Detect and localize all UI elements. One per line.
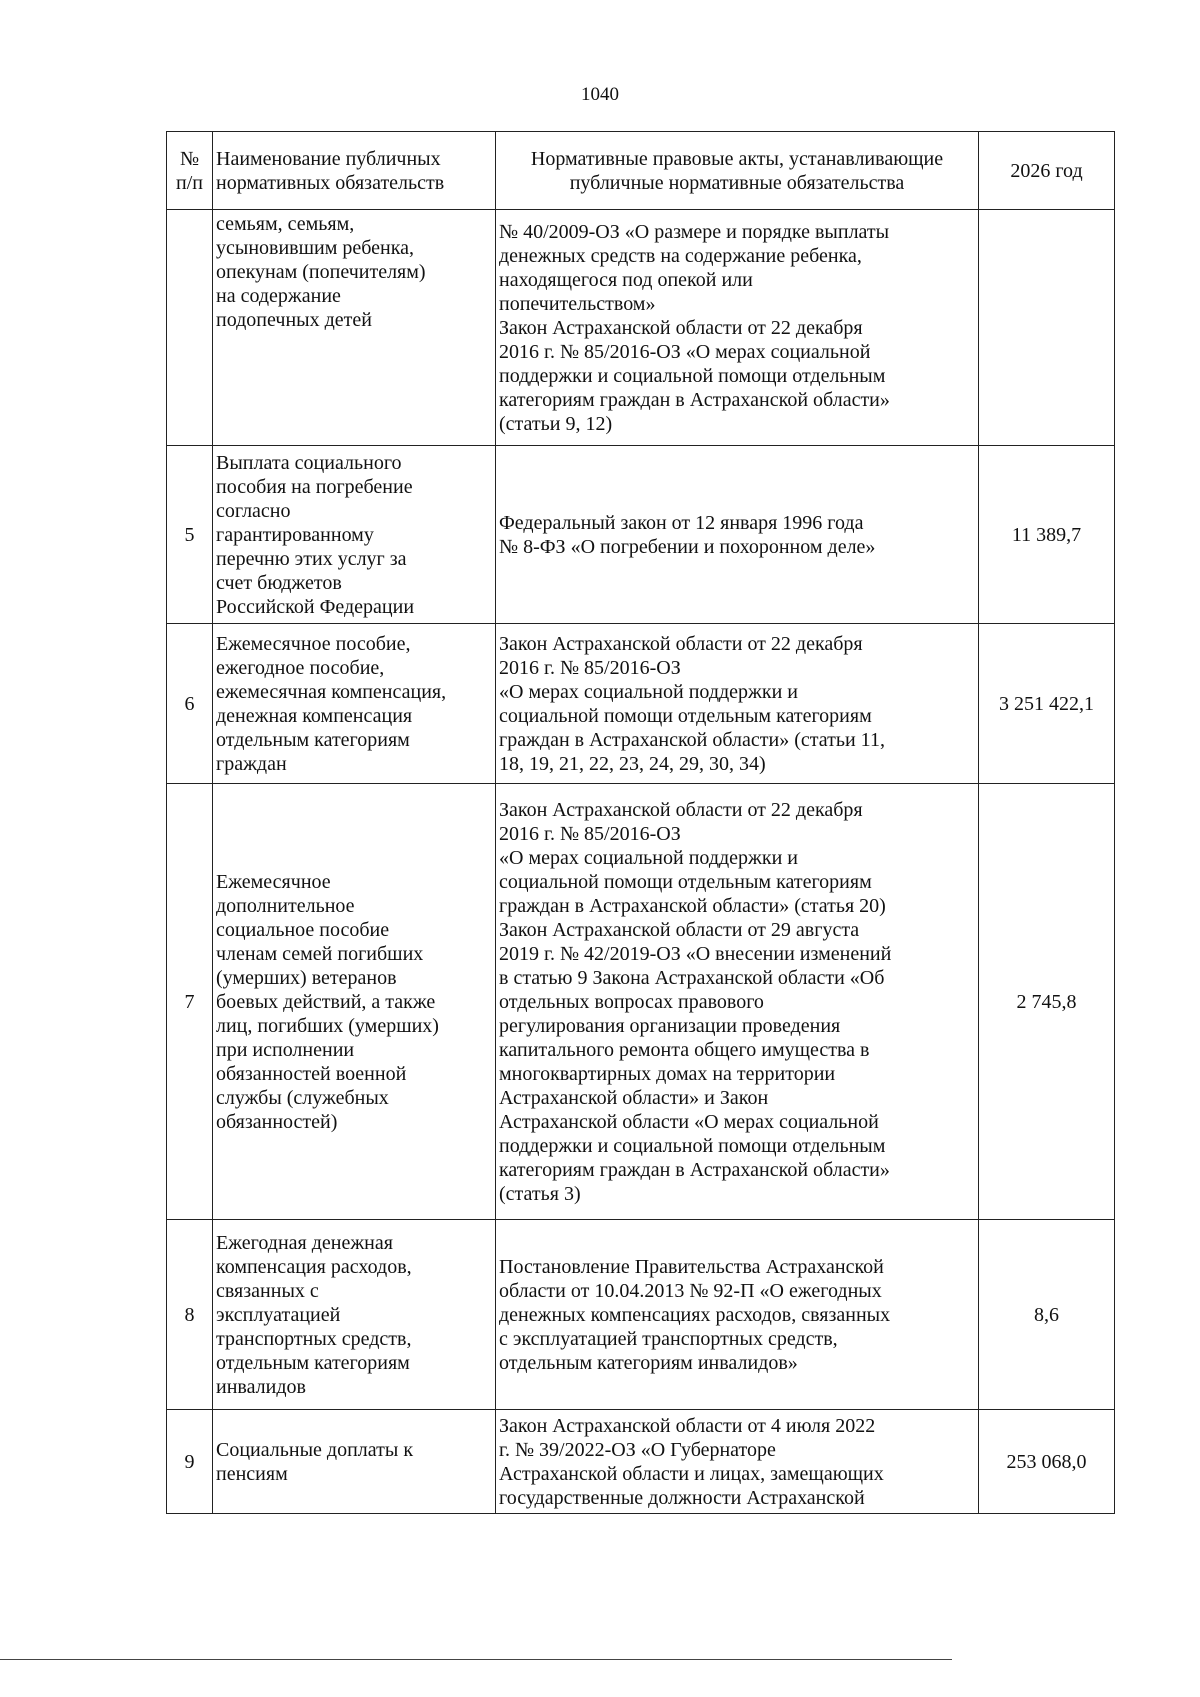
row-num: 8 (167, 1220, 213, 1410)
row-num: 9 (167, 1410, 213, 1514)
row-name: Ежемесячное дополнительное социальное пособие членам семей погибших (умерших) ветеранов боевых действий, а также лиц, погибших (умерших) при исполнении обязанностей военной службы (служебных обязанностей) (213, 784, 496, 1220)
row-num (167, 210, 213, 446)
row-amount (979, 210, 1115, 446)
row-acts: Закон Астраханской области от 22 декабря 2016 г. № 85/2016-ОЗ «О мерах социальной поддержки и социальной помощи отдельным категориям граждан в Астраханской области» (статьи 11, 18, 19, 21, 22, 23, 24, 29, 30, 34) (496, 624, 979, 784)
row-name: Ежегодная денежная компенсация расходов, связанных с эксплуатацией транспортных средств, отдельным категориям инвалидов (213, 1220, 496, 1410)
row-amount: 253 068,0 (979, 1410, 1115, 1514)
row-name: Выплата социального пособия на погребение согласно гарантированному перечню этих услуг за счет бюджетов Российской Федерации (213, 446, 496, 624)
table-row (167, 446, 1115, 624)
row-num: 5 (167, 446, 213, 624)
row-num: 6 (167, 624, 213, 784)
row-amount: 11 389,7 (979, 446, 1115, 624)
table-row (167, 1220, 1115, 1410)
row-amount: 2 745,8 (979, 784, 1115, 1220)
header-amount: 2026 год (979, 132, 1115, 210)
row-name: Ежемесячное пособие, ежегодное пособие, ежемесячная компенсация, денежная компенсация отдельным категориям граждан (213, 624, 496, 784)
bottom-rule (0, 1659, 952, 1660)
row-acts: Закон Астраханской области от 4 июля 2022 г. № 39/2022-ОЗ «О Губернаторе Астраханской области и лицах, замещающих государственные должности Астраханской (496, 1410, 979, 1514)
row-amount: 3 251 422,1 (979, 624, 1115, 784)
row-acts: № 40/2009-ОЗ «О размере и порядке выплаты денежных средств на содержание ребенка, находящегося под опекой или попечительством» Закон Астраханской области от 22 декабря 2016 г. № 85/2016-ОЗ «О мерах социальной поддержки и социальной помощи отдельным категориям граждан в Астраханской области» (статьи 9, 12) (496, 210, 979, 446)
table-header-row (167, 132, 1115, 210)
row-name: Социальные доплаты к пенсиям (213, 1410, 496, 1514)
row-amount: 8,6 (979, 1220, 1115, 1410)
table-row (167, 210, 1115, 446)
table-row (167, 784, 1115, 1220)
row-acts: Постановление Правительства Астраханской области от 10.04.2013 № 92-П «О ежегодных денежных компенсациях расходов, связанных с эксплуатацией транспортных средств, отдельным категориям инвалидов» (496, 1220, 979, 1410)
row-num: 7 (167, 784, 213, 1220)
row-acts: Закон Астраханской области от 22 декабря 2016 г. № 85/2016-ОЗ «О мерах социальной поддержки и социальной помощи отдельным категориям граждан в Астраханской области» (статья 20) Закон Астраханской области от 29 августа 2019 г. № 42/2019-ОЗ «О внесении изменений в статью 9 Закона Астраханской области «Об отдельных вопросах правового регулирования организации проведения капитального ремонта общего имущества в многоквартирных домах на территории Астраханской области» и Закон Астраханской области «О мерах социальной поддержки и социальной помощи отдельным категориям граждан в Астраханской области» (статья 3) (496, 784, 979, 1220)
row-acts: Федеральный закон от 12 января 1996 года № 8-ФЗ «О погребении и похоронном деле» (496, 446, 979, 624)
header-num: № п/п (167, 132, 213, 210)
table-row (167, 1410, 1115, 1514)
header-name: Наименование публичных нормативных обязательств (213, 132, 496, 210)
page-number: 1040 (581, 84, 619, 105)
table-row (167, 624, 1115, 784)
obligations-table (166, 131, 1115, 1514)
header-acts: Нормативные правовые акты, устанавливающие публичные нормативные обязательства (496, 132, 979, 210)
row-name: семьям, семьям, усыновившим ребенка, опекунам (попечителям) на содержание подопечных детей (213, 210, 496, 446)
